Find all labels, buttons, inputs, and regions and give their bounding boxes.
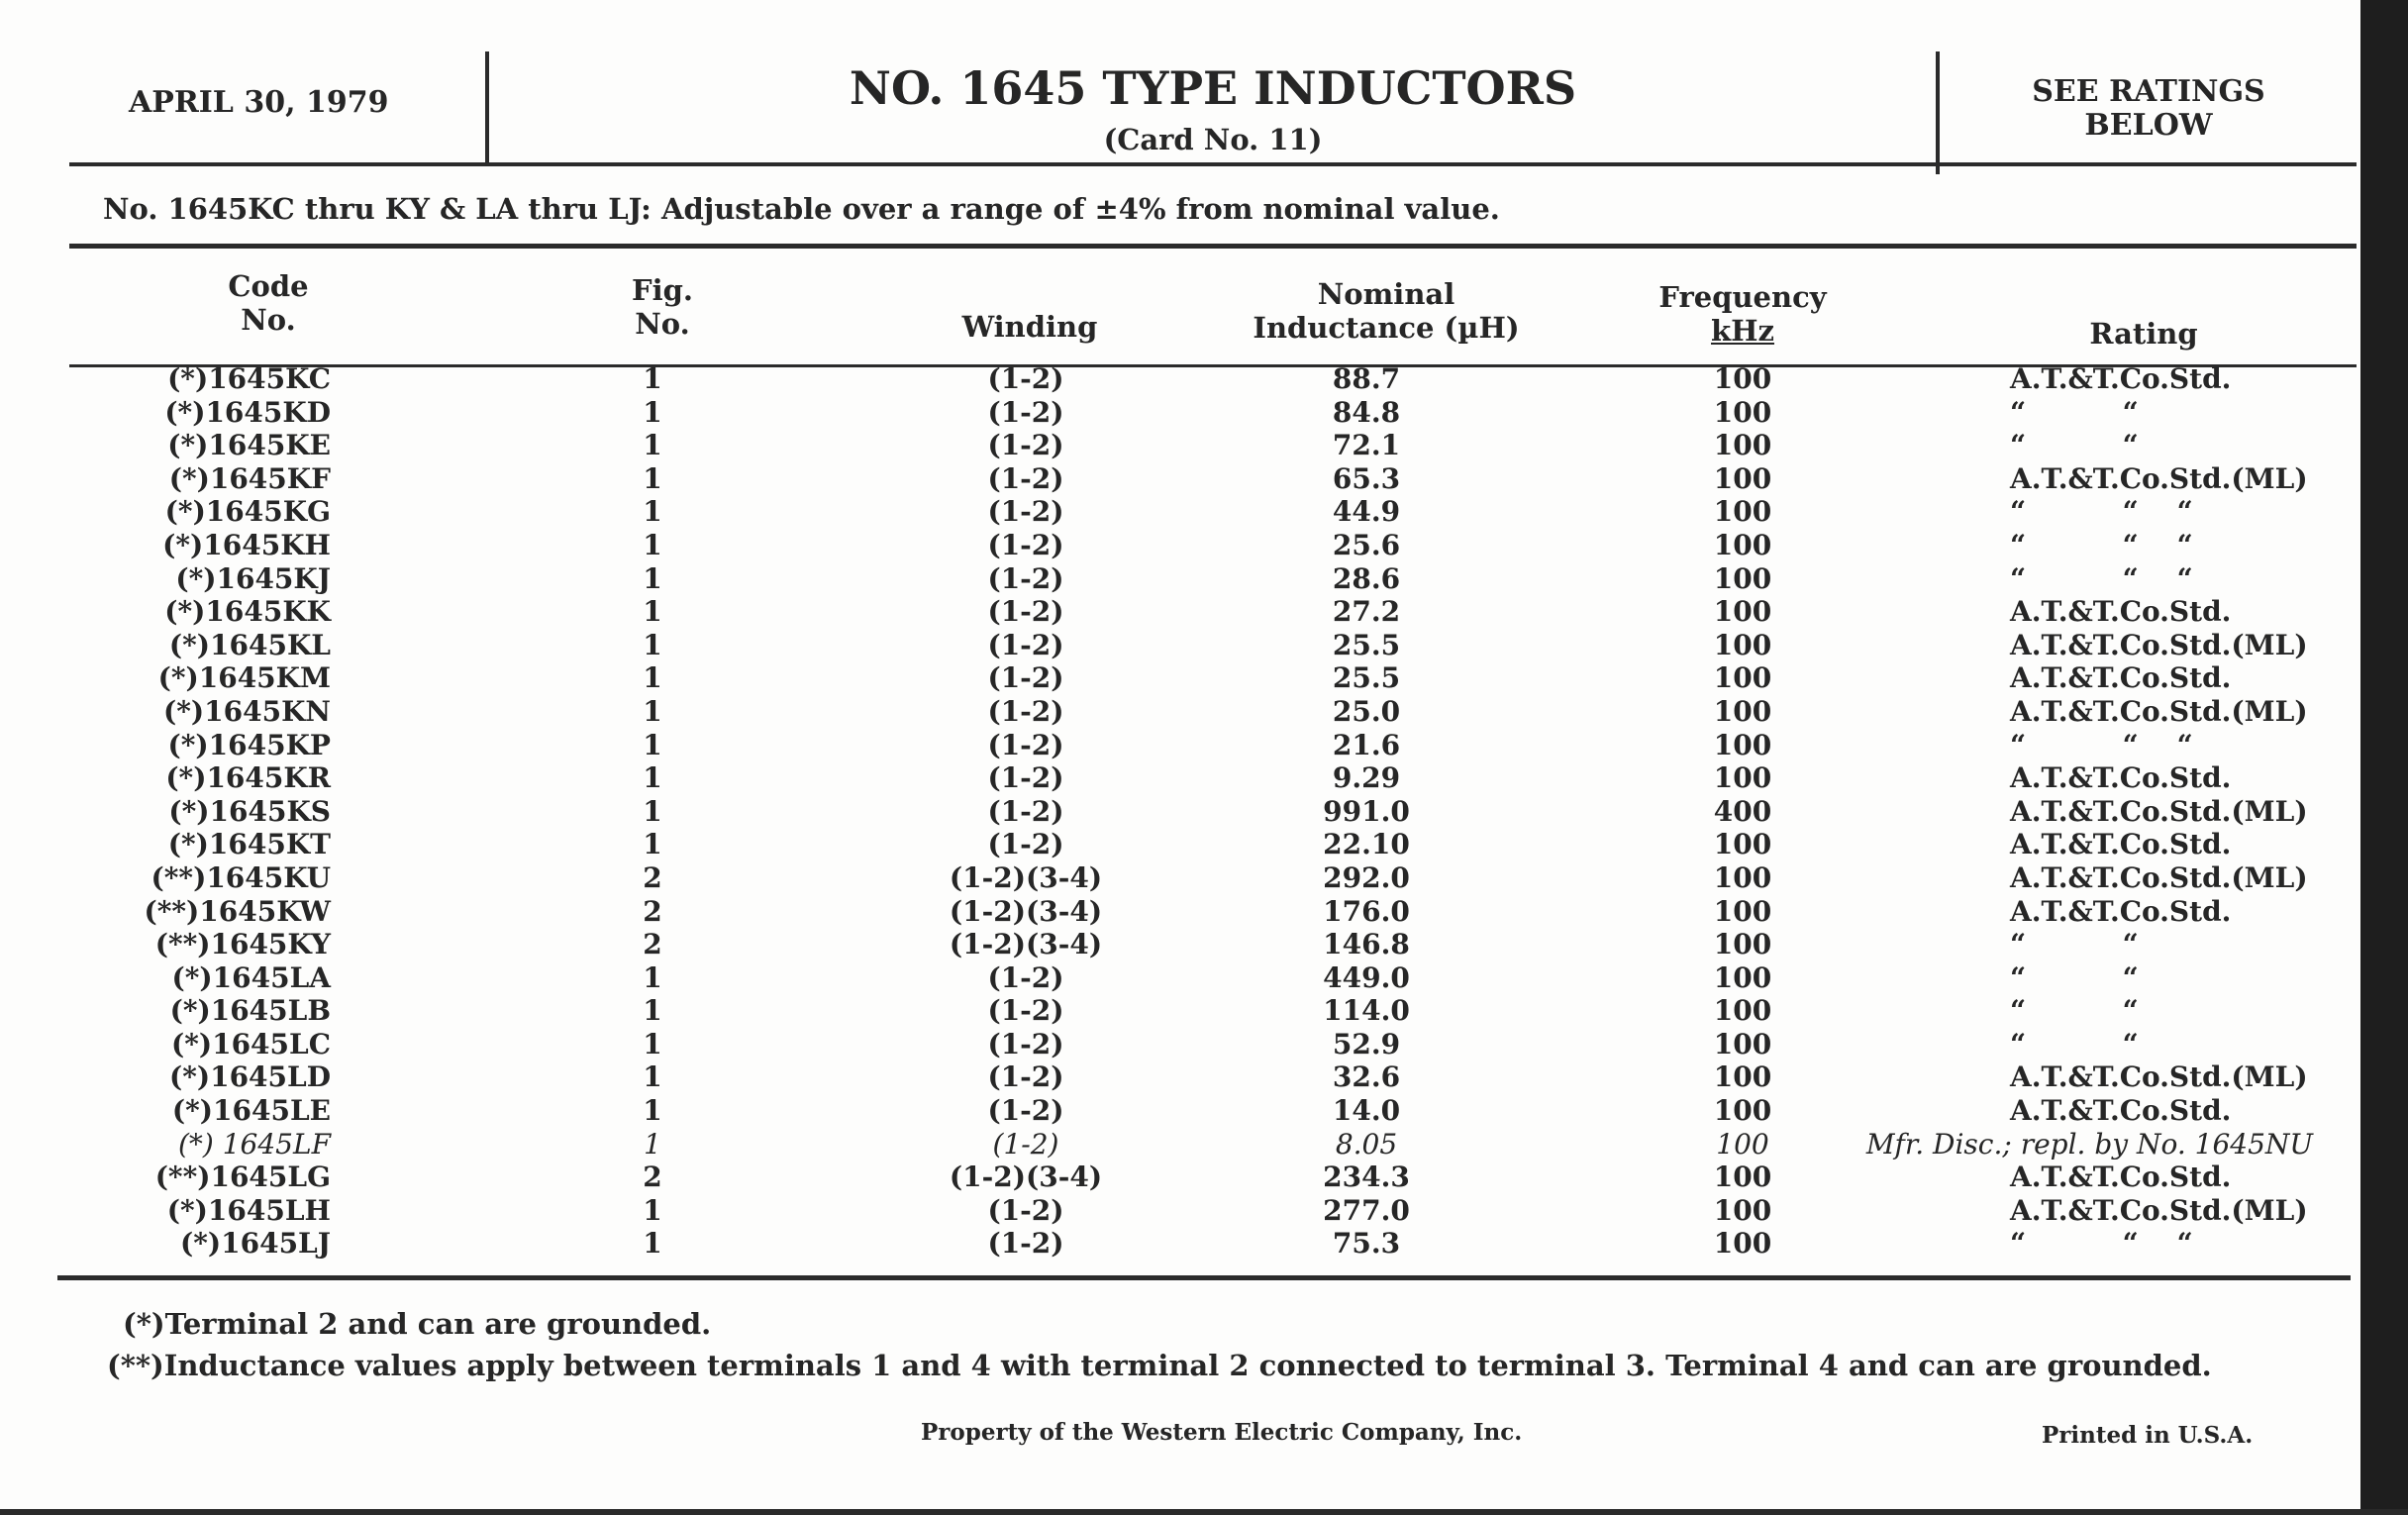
cell-rating: A.T.&T.Co.Std. [2010,362,2232,395]
cell-winding: (1-2) [987,1227,1064,1261]
col-header-frequency-line2: kHz [1711,314,1774,348]
table-row [0,1227,2360,1261]
scan-edge-bottom [0,1509,2408,1515]
col-header-fig-line1: Fig. [632,273,693,307]
page-title: NO. 1645 TYPE INDUCTORS [849,61,1577,115]
table-row [0,729,2360,762]
col-header-code [169,269,367,337]
cell-frequency: 100 [1713,628,1772,661]
cell-frequency: 100 [1713,461,1772,495]
cell-rating: “ “ [2010,429,2139,462]
cell-inductance: 22.10 [1323,828,1410,861]
cell-fig: 1 [643,694,662,728]
cell-rating: “ “ “ [2010,728,2193,761]
cell-fig: 1 [643,395,662,429]
cell-frequency: 100 [1713,994,1772,1028]
cell-rating: A.T.&T.Co.Std.(ML) [2010,794,2308,828]
cell-fig: 1 [643,1227,662,1261]
col-header-fig-line2: No. [635,307,690,341]
cell-fig: 1 [643,1060,662,1094]
col-header-rating: Rating [2089,317,2198,351]
cell-code: (*)1645KG [164,495,331,529]
cell-inductance: 25.6 [1332,528,1401,561]
table-row [0,761,2360,795]
cell-inductance: 28.6 [1332,561,1401,595]
header-divider-right [1936,51,1940,174]
table-row [0,462,2360,496]
cell-inductance: 176.0 [1323,894,1410,928]
cell-rating: A.T.&T.Co.Std.(ML) [2010,1193,2308,1227]
cell-winding: (1-2) [987,595,1064,629]
cell-fig: 2 [643,1161,662,1194]
cell-inductance: 52.9 [1332,1027,1401,1060]
cell-inductance: 44.9 [1332,495,1401,529]
property-notice: Property of the Western Electric Company, Inc. [921,1419,1523,1446]
cell-fig: 1 [644,1127,661,1161]
cell-frequency: 100 [1713,661,1772,695]
header-divider-left [485,51,489,166]
cell-rating: A.T.&T.Co.Std. [2010,894,2232,928]
cell-fig: 1 [643,362,662,395]
table-row [0,895,2360,929]
cell-winding: (1-2) [987,694,1064,728]
cell-code: (*)1645KN [163,694,331,728]
cell-code: (*)1645KJ [175,561,331,595]
table-row [0,1194,2360,1228]
col-header-frequency [1624,280,1861,348]
note-rule [69,244,2357,249]
cell-inductance: 449.0 [1323,960,1410,994]
cell-fig: 2 [643,928,662,961]
table-row [0,828,2360,861]
cell-code: (*)1645KR [165,761,331,795]
cell-winding: (1-2) [987,362,1064,395]
cell-rating: A.T.&T.Co.Std.(ML) [2010,694,2308,728]
table-row [0,795,2360,829]
cell-rating: A.T.&T.Co.Std. [2010,828,2232,861]
cell-inductance: 25.5 [1332,628,1401,661]
cell-winding: (1-2)(3-4) [949,928,1103,961]
cell-frequency: 100 [1713,429,1772,462]
col-header-inductance-line1: Nominal [1317,277,1455,311]
cell-rating: A.T.&T.Co.Std.(ML) [2010,860,2308,894]
cell-frequency: 100 [1713,1060,1772,1094]
cell-code: (*) 1645LF [177,1127,331,1161]
cell-frequency: 100 [1713,1094,1772,1128]
cell-fig: 1 [643,728,662,761]
table-row [0,695,2360,729]
cell-fig: 1 [643,1027,662,1060]
cell-frequency: 400 [1713,794,1772,828]
table-row [0,362,2360,396]
cell-inductance: 114.0 [1323,994,1410,1028]
table-row [0,861,2360,895]
cell-winding: (1-2) [987,960,1064,994]
cell-frequency: 100 [1713,694,1772,728]
cell-rating: A.T.&T.Co.Std.(ML) [2010,461,2308,495]
cell-fig: 1 [643,528,662,561]
cell-rating: A.T.&T.Co.Std.(ML) [2010,1060,2308,1094]
cell-frequency: 100 [1713,894,1772,928]
cell-frequency: 100 [1713,728,1772,761]
cell-code: (*)1645KC [167,362,331,395]
cell-code: (*)1645KT [167,828,331,861]
cell-inductance: 75.3 [1332,1227,1401,1261]
cell-frequency: 100 [1713,495,1772,529]
cell-inductance: 146.8 [1323,928,1410,961]
cell-inductance: 88.7 [1332,362,1401,395]
table-row [0,961,2360,995]
col-header-frequency-line1: Frequency [1658,280,1827,314]
cell-frequency: 100 [1713,1227,1772,1261]
footnote-single-asterisk: (*)Terminal 2 and can are grounded. [123,1307,712,1341]
cell-inductance: 991.0 [1323,794,1410,828]
cell-code: (*)1645KS [168,794,331,828]
cell-code: (*)1645LA [171,960,331,994]
cell-inductance: 292.0 [1323,860,1410,894]
table-row [0,1161,2360,1194]
cell-code: (*)1645LC [170,1027,331,1060]
col-header-code-line1: Code [228,269,309,303]
cell-winding: (1-2) [987,495,1064,529]
cell-frequency: 100 [1713,362,1772,395]
cell-winding: (1-2)(3-4) [949,1161,1103,1194]
cell-fig: 1 [643,1094,662,1128]
cell-frequency: 100 [1713,1193,1772,1227]
cell-winding: (1-2) [987,1060,1064,1094]
cell-fig: 2 [643,860,662,894]
col-header-fig [583,273,742,341]
cell-winding: (1-2) [987,828,1064,861]
cell-rating: “ “ “ [2010,528,2193,561]
cell-code: (**)1645KW [144,894,331,928]
table-row [0,1128,2360,1162]
ratings-note [1946,75,2352,143]
table-row [0,928,2360,961]
cell-code: (*)1645LD [168,1060,331,1094]
cell-rating: A.T.&T.Co.Std. [2010,661,2232,695]
card-date: APRIL 30, 1979 [129,85,389,120]
cell-frequency: 100 [1713,860,1772,894]
cell-winding: (1-2) [987,461,1064,495]
table-row [0,1094,2360,1128]
cell-code: (*)1645KK [164,595,331,629]
cell-fig: 1 [643,561,662,595]
cell-fig: 1 [643,461,662,495]
cell-winding: (1-2) [987,794,1064,828]
cell-fig: 1 [643,828,662,861]
cell-winding: (1-2) [987,561,1064,595]
cell-rating: A.T.&T.Co.Std. [2010,595,2232,629]
cell-winding: (1-2) [987,395,1064,429]
cell-rating: “ “ “ [2010,495,2193,529]
table-row [0,1060,2360,1094]
cell-code: (*)1645KP [167,728,331,761]
table-row [0,994,2360,1028]
cell-fig: 2 [643,894,662,928]
cell-frequency: 100 [1713,1161,1772,1194]
cell-frequency: 100 [1713,595,1772,629]
cell-inductance: 27.2 [1332,595,1401,629]
cell-winding: (1-2) [987,1193,1064,1227]
cell-rating: “ “ [2010,960,2139,994]
cell-fig: 1 [643,794,662,828]
cell-code: (**)1645LG [154,1161,331,1194]
scan-edge [2360,0,2408,1515]
cell-rating: “ “ “ [2010,1227,2193,1261]
cell-inductance: 277.0 [1323,1193,1410,1227]
table-row [0,1028,2360,1061]
cell-code: (*)1645KE [167,429,331,462]
cell-winding: (1-2) [987,528,1064,561]
cell-rating: “ “ [2010,994,2139,1028]
inductor-table [0,362,2360,1261]
cell-frequency: 100 [1713,1027,1772,1060]
cell-winding: (1-2) [987,661,1064,695]
table-row [0,629,2360,662]
cell-code: (*)1645KF [168,461,331,495]
cell-fig: 1 [643,1193,662,1227]
footnote-double-asterisk: (**)Inductance values apply between terminals 1 and 4 with terminal 2 connected to terminal 3. Terminal 4 and can are grounded. [107,1349,2212,1382]
cell-fig: 1 [643,661,662,695]
table-row [0,429,2360,462]
cell-fig: 1 [643,960,662,994]
cell-frequency: 100 [1713,528,1772,561]
cell-fig: 1 [643,595,662,629]
cell-inductance: 65.3 [1332,461,1401,495]
col-header-inductance-line2: Inductance (µH) [1253,311,1520,345]
cell-frequency: 100 [1716,1127,1769,1161]
cell-frequency: 100 [1713,960,1772,994]
cell-fig: 1 [643,994,662,1028]
cell-rating: “ “ “ [2010,561,2193,595]
table-row [0,595,2360,629]
cell-fig: 1 [643,761,662,795]
cell-winding: (1-2) [987,761,1064,795]
table-row [0,562,2360,596]
cell-inductance: 234.3 [1323,1161,1410,1194]
cell-rating: Mfr. Disc.; repl. by No. 1645NU [1865,1127,2313,1161]
cell-inductance: 8.05 [1335,1127,1398,1161]
ratings-note-line1: SEE RATINGS [2032,74,2265,109]
header-rule [69,162,2357,166]
cell-winding: (1-2) [992,1127,1059,1161]
cell-inductance: 84.8 [1332,395,1401,429]
cell-code: (*)1645LB [169,994,331,1028]
cell-code: (*)1645LE [171,1094,331,1128]
cell-inductance: 25.5 [1332,661,1401,695]
cell-frequency: 100 [1713,395,1772,429]
cell-winding: (1-2) [987,728,1064,761]
cell-fig: 1 [643,628,662,661]
cell-code: (*)1645LH [166,1193,331,1227]
cell-rating: A.T.&T.Co.Std. [2010,1161,2232,1194]
ratings-note-line2: BELOW [2084,108,2213,143]
col-header-winding: Winding [961,310,1098,344]
cell-inductance: 32.6 [1332,1060,1401,1094]
table-row [0,396,2360,430]
cell-rating: A.T.&T.Co.Std. [2010,1094,2232,1128]
cell-winding: (1-2)(3-4) [949,860,1103,894]
col-header-code-line2: No. [241,303,296,337]
cell-inductance: 9.29 [1332,761,1401,795]
cell-frequency: 100 [1713,761,1772,795]
cell-frequency: 100 [1713,928,1772,961]
cell-rating: “ “ [2010,928,2139,961]
cell-frequency: 100 [1713,561,1772,595]
cell-code: (*)1645KM [157,661,331,695]
cell-code: (**)1645KU [150,860,331,894]
cell-inductance: 21.6 [1332,728,1401,761]
cell-rating: “ “ [2010,1027,2139,1060]
cell-code: (*)1645LJ [179,1227,331,1261]
cell-winding: (1-2) [987,994,1064,1028]
cell-frequency: 100 [1713,828,1772,861]
cell-rating: “ “ [2010,395,2139,429]
cell-inductance: 72.1 [1332,429,1401,462]
card-number: (Card No. 11) [1103,123,1323,156]
cell-code: (*)1645KL [168,628,331,661]
cell-inductance: 25.0 [1332,694,1401,728]
table-row [0,661,2360,695]
cell-winding: (1-2) [987,1027,1064,1060]
cell-winding: (1-2)(3-4) [949,894,1103,928]
cell-inductance: 14.0 [1332,1094,1401,1128]
cell-rating: A.T.&T.Co.Std.(ML) [2010,628,2308,661]
table-bottom-rule [57,1275,2351,1280]
cell-winding: (1-2) [987,1094,1064,1128]
cell-fig: 1 [643,429,662,462]
cell-winding: (1-2) [987,429,1064,462]
cell-rating: A.T.&T.Co.Std. [2010,761,2232,795]
cell-winding: (1-2) [987,628,1064,661]
adjustment-note: No. 1645KC thru KY & LA thru LJ: Adjustable over a range of ±4% from nominal value. [103,192,1500,226]
cell-code: (**)1645KY [154,928,331,961]
table-row [0,495,2360,529]
printed-notice: Printed in U.S.A. [2042,1422,2254,1449]
cell-fig: 1 [643,495,662,529]
col-header-inductance [1208,277,1564,345]
cell-code: (*)1645KD [164,395,331,429]
cell-code: (*)1645KH [162,528,331,561]
table-row [0,529,2360,562]
